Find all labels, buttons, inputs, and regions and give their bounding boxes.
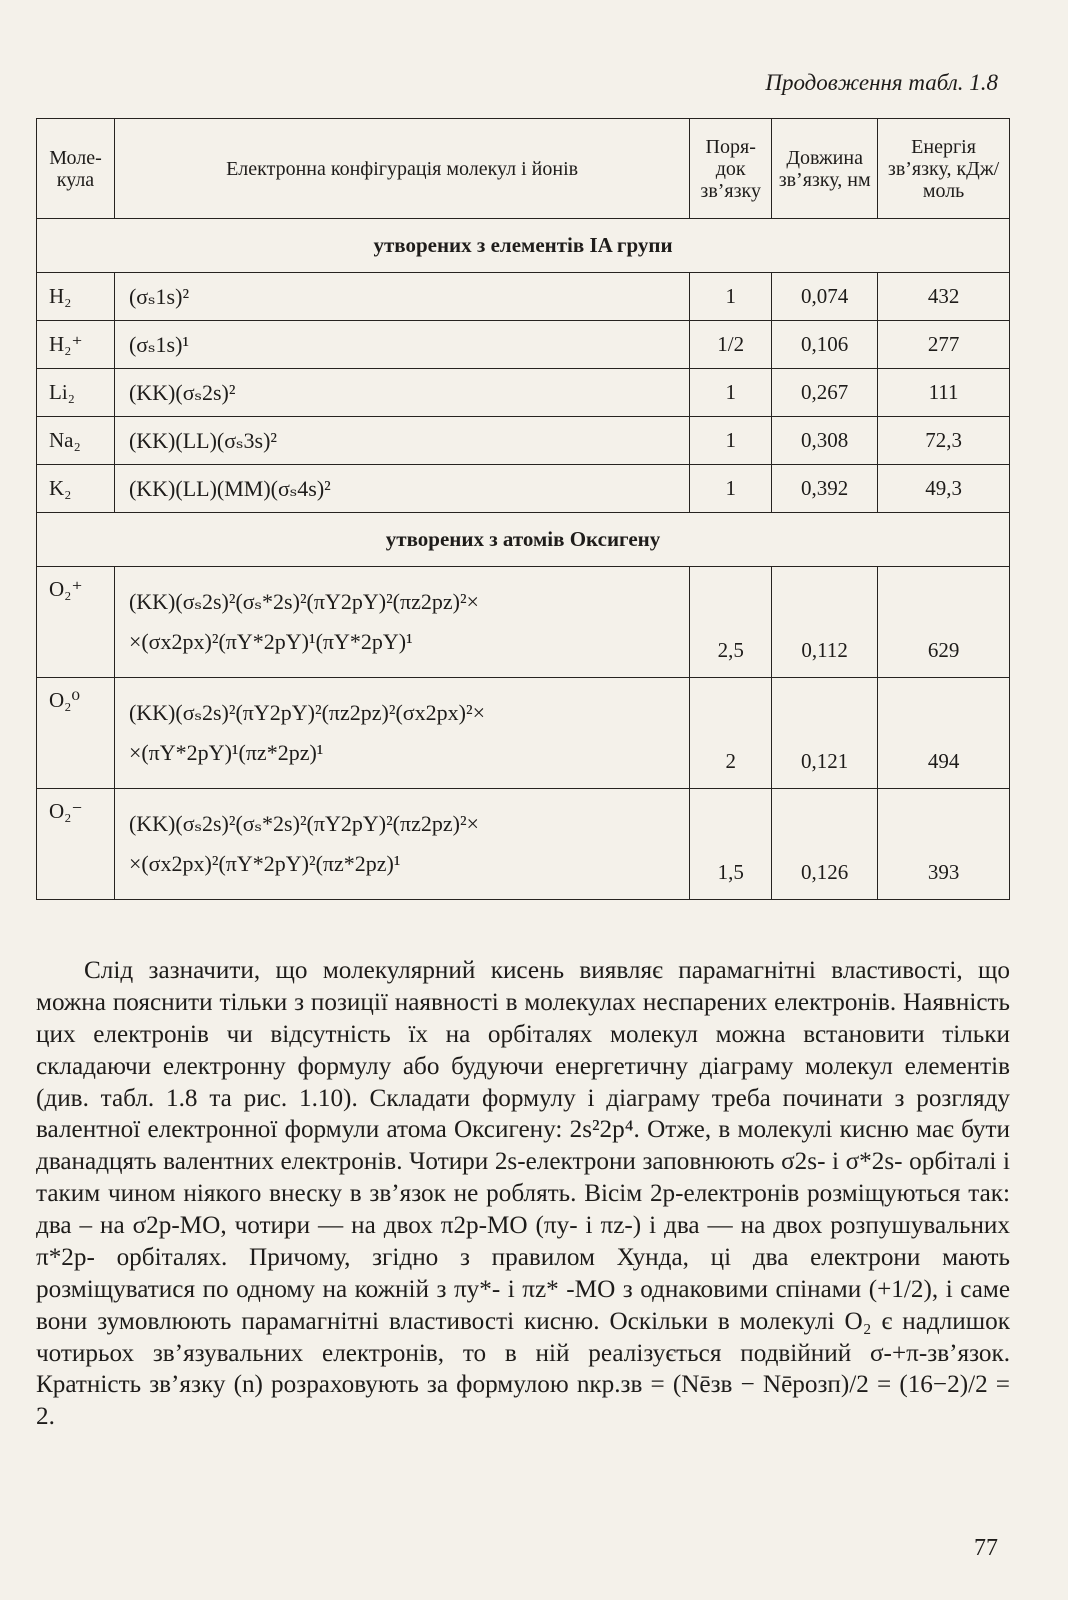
molecule-cell: O₂⁻ [37, 789, 115, 900]
config-cell: (KK)(LL)(MM)(σₛ4s)² [114, 465, 689, 513]
molecule-cell: H₂⁺ [37, 321, 115, 369]
bond-order-cell: 1/2 [690, 321, 772, 369]
bond-order-cell: 1 [690, 273, 772, 321]
bond-length-cell: 0,392 [772, 465, 878, 513]
config-line: ×(πY*2pY)¹(πz*2pz)¹ [128, 740, 324, 765]
section-title: утворених з атомів Оксигену [37, 513, 1010, 567]
table-row [37, 321, 1010, 369]
bond-order-cell: 2,5 [690, 567, 772, 678]
header-config: Електронна конфігурація молекул і йонів [114, 119, 689, 219]
table-row [37, 273, 1010, 321]
body-paragraph: Слід зазначити, що молекулярний кисень виявляє парамагнітні властивості, що можна пояснити тільки з позиції наявності в молекулах неспарених електронів. Наявність цих електронів чи відсутність їх на орбіталях молекул можна встановити тільки складаючи електронну формулу або будуючи енергетичну діаграму молекул елементів (див. табл. 1.8 та рис. 1.10). Складати формулу і діаграму треба починати з розгляду валентної електронної формули атома Оксигену: 2s²2p⁴. Отже, в молекулі кисню має бути дванадцять валентних електронів. Чотири 2s-електрони заповнюють σ2s- і σ*2s- орбіталі і таким чином ніякого внеску в зв’язок не роблять. Вісім 2p-електронів розміщуються так: два – на σ2p-МО, чотири — на двох π2p-МО (πy- і πz-) і два — на двох розпушувальних π*2p- орбіталях. Причому, згідно з правилом Хунда, ці два електрони мають розміщуватися по одному на кожній з πy*- і πz* -МО з однаковими спінами (+1/2), і саме вони зумовлюють парамагнітні властивості кисню. Оскільки в молекулі O₂ є надлишок чотирьох зв’язувальних електронів, то в ній реалізується подвійний σ-+π-зв’язок. Кратність зв’язку (n) розраховують за формулою nкр.зв = (Nēзв − Nēрозп)/2 = (16−2)/2 = 2. [36, 957, 1010, 1431]
config-cell [114, 567, 689, 678]
page-number: 77 [974, 1535, 998, 1561]
config-cell: (KK)(LL)(σₛ3s)² [114, 417, 689, 465]
bond-order-cell: 1 [690, 465, 772, 513]
table-row [37, 417, 1010, 465]
bond-order-cell: 1 [690, 369, 772, 417]
bond-length-cell: 0,112 [772, 567, 878, 678]
molecule-cell: Li₂ [37, 369, 115, 417]
table-continuation-label: Продовження табл. 1.8 [765, 70, 998, 95]
table-row [37, 567, 1010, 678]
bond-energy-cell: 629 [878, 567, 1010, 678]
bond-length-cell: 0,074 [772, 273, 878, 321]
section2-rows [37, 567, 1010, 900]
config-line: (KK)(σₛ2s)²(σₛ*2s)²(πY2pY)²(πz2pz)²× [128, 811, 479, 837]
header-length: Довжина зв’язку, нм [772, 119, 878, 219]
bond-energy-cell: 49,3 [878, 465, 1010, 513]
config-line: ×(σx2px)²(πY*2pY)²(πz*2pz)¹ [128, 851, 401, 876]
molecule-cell: K₂ [37, 465, 115, 513]
section-title: утворених з елементів IA групи [37, 219, 1010, 273]
config-cell: (KK)(σₛ2s)² [114, 369, 689, 417]
bond-length-cell: 0,126 [772, 789, 878, 900]
config-line: (KK)(σₛ2s)²(πY2pY)²(πz2pz)²(σx2px)²× [128, 700, 485, 726]
table-row [37, 465, 1010, 513]
config-line: (KK)(σₛ2s)²(σₛ*2s)²(πY2pY)²(πz2pz)²× [128, 589, 479, 615]
molecule-cell: Na₂ [37, 417, 115, 465]
bond-order-cell: 1 [690, 417, 772, 465]
table-row [37, 369, 1010, 417]
section-row [37, 219, 1010, 273]
bond-length-cell: 0,121 [772, 678, 878, 789]
bond-energy-cell: 432 [878, 273, 1010, 321]
molecule-cell: H₂ [37, 273, 115, 321]
bond-length-cell: 0,106 [772, 321, 878, 369]
bond-length-cell: 0,267 [772, 369, 878, 417]
section1-rows [37, 273, 1010, 513]
table-header-row [37, 119, 1010, 219]
config-cell [114, 678, 689, 789]
header-order: Поря-док зв’язку [690, 119, 772, 219]
config-line: ×(σx2px)²(πY*2pY)¹(πY*2pY)¹ [128, 629, 413, 654]
config-cell: (σₛ1s)² [114, 273, 689, 321]
bond-length-cell: 0,308 [772, 417, 878, 465]
bond-order-cell: 2 [690, 678, 772, 789]
molecule-cell: O₂⁺ [37, 567, 115, 678]
bond-energy-cell: 72,3 [878, 417, 1010, 465]
header-energy: Енергія зв’язку, кДж/моль [878, 119, 1010, 219]
table-row [37, 678, 1010, 789]
bond-energy-cell: 393 [878, 789, 1010, 900]
header-molecule: Моле-кула [37, 119, 115, 219]
config-cell [114, 789, 689, 900]
molecule-properties-table [36, 118, 1010, 900]
molecule-cell: O₂⁰ [37, 678, 115, 789]
config-cell: (σₛ1s)¹ [114, 321, 689, 369]
bond-order-cell: 1,5 [690, 789, 772, 900]
bond-energy-cell: 494 [878, 678, 1010, 789]
bond-energy-cell: 277 [878, 321, 1010, 369]
table-row [37, 789, 1010, 900]
section-row [37, 513, 1010, 567]
bond-energy-cell: 111 [878, 369, 1010, 417]
